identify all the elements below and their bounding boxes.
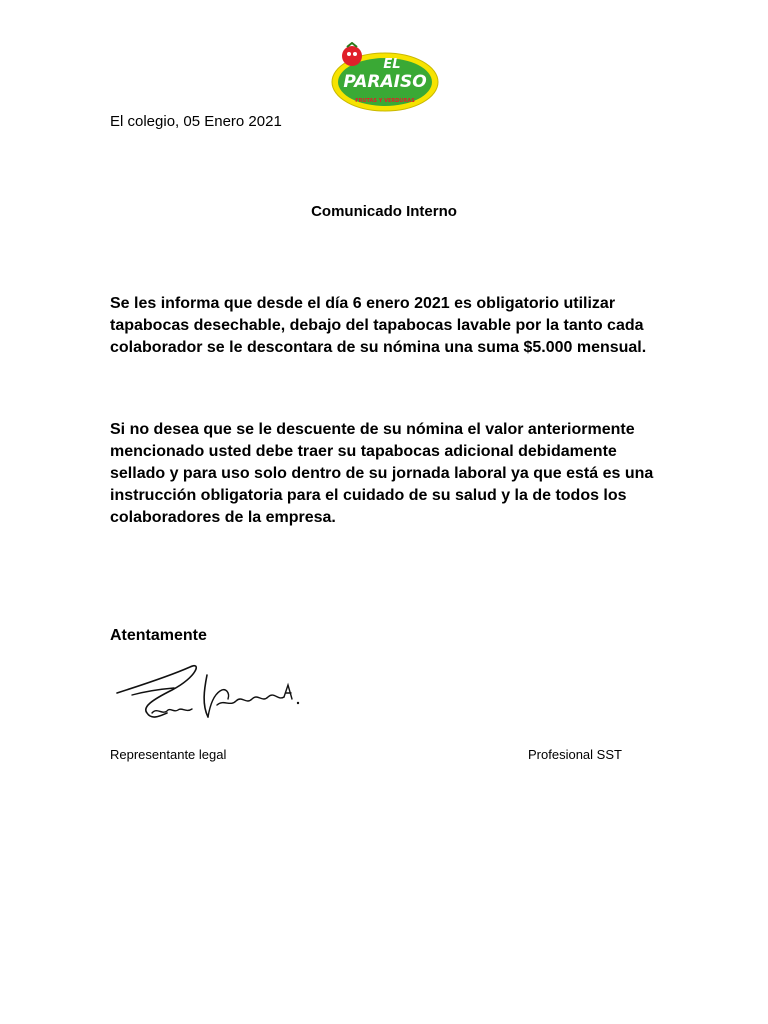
signature-label-sst-professional: Profesional SST bbox=[528, 747, 622, 762]
date-line: El colegio, 05 Enero 2021 bbox=[110, 113, 282, 130]
svg-text:EL: EL bbox=[383, 57, 401, 72]
body-paragraph-2: Si no desea que se le descuente de su nómina el valor anteriormente mencionado usted debe traer su tapabocas adicional debidamente sellado y para uso solo dentro de su jornada laboral ya que está es una instrucción obligatoria para el cuidado de su salud y la de todos los colaboradores de la empresa. bbox=[110, 421, 654, 526]
body-paragraph-1: Se les informa que desde el día 6 enero 2021 es obligatorio utilizar tapabocas desechable, debajo del tapabocas lavable por la tanto cada colaborador se le descontara de su nómina una suma $5.000 mensual. bbox=[110, 295, 647, 356]
signature-label-legal-representative: Representante legal bbox=[110, 747, 227, 762]
handwritten-signature bbox=[112, 655, 312, 735]
svg-text:FRUTAS Y VERDURAS: FRUTAS Y VERDURAS bbox=[355, 98, 415, 104]
document-title: Comunicado Interno bbox=[311, 203, 457, 220]
company-logo bbox=[330, 42, 440, 112]
closing-text: Atentamente bbox=[110, 627, 207, 644]
svg-text:PARAISO: PARAISO bbox=[343, 72, 427, 92]
signature-graphic bbox=[112, 655, 312, 735]
logo-graphic bbox=[330, 42, 440, 112]
